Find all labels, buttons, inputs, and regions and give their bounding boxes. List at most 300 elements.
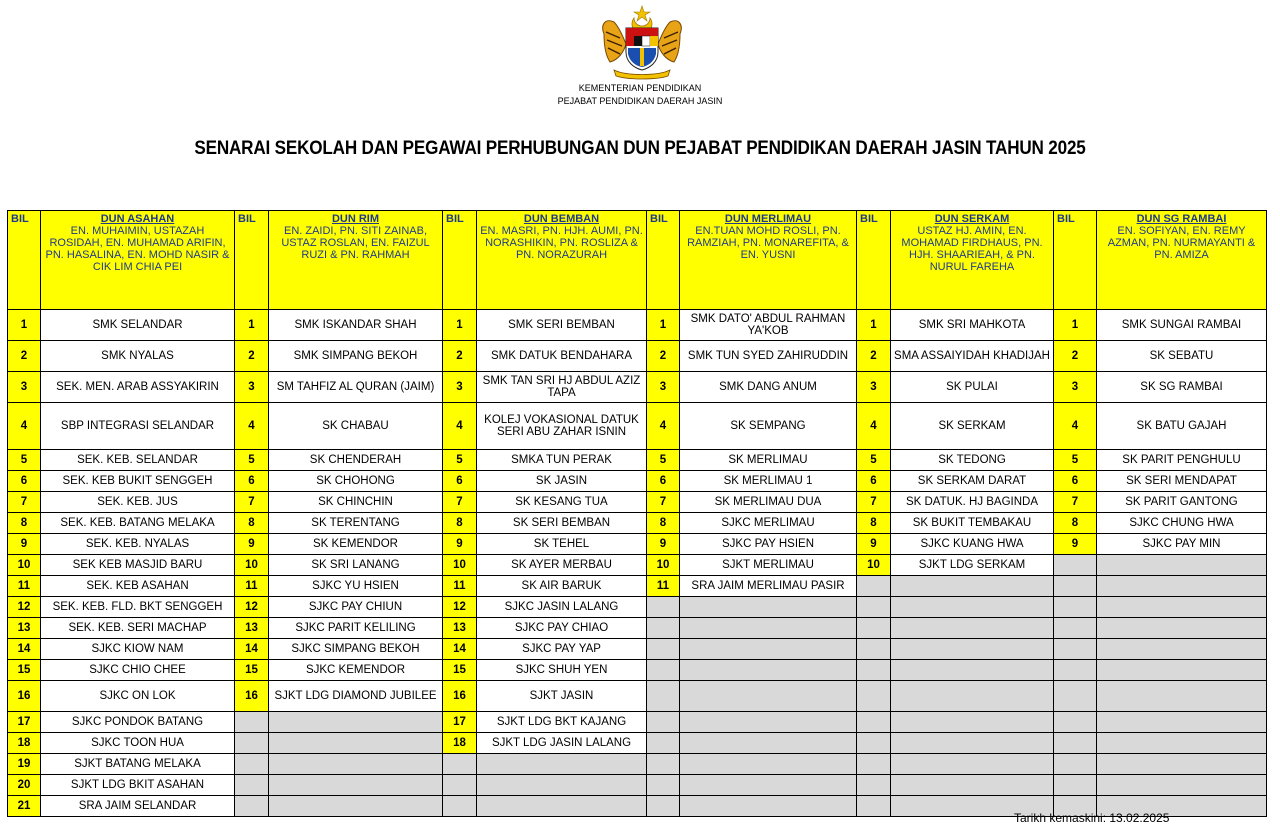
row-number: 4 bbox=[443, 403, 477, 450]
row-number: 8 bbox=[647, 513, 680, 534]
school-name: SMK DATO' ABDUL RAHMAN YA'KOB bbox=[680, 310, 857, 341]
school-name: SK SG RAMBAI bbox=[1097, 372, 1267, 403]
school-name: SK AYER MERBAU bbox=[477, 555, 647, 576]
row-number: 2 bbox=[857, 341, 891, 372]
empty-cell bbox=[857, 754, 891, 775]
empty-cell bbox=[269, 712, 443, 733]
empty-cell bbox=[857, 660, 891, 681]
row-number: 11 bbox=[8, 576, 41, 597]
row-number: 18 bbox=[8, 733, 41, 754]
dun-officers: EN. MASRI, PN. HJH. AUMI, PN. NORASHIKIN, PN. ROSLIZA & PN. NORAZURAH bbox=[480, 225, 643, 261]
empty-cell bbox=[235, 712, 269, 733]
empty-cell bbox=[1097, 681, 1267, 712]
school-name: SJKC KIOW NAM bbox=[41, 639, 235, 660]
school-name: SM TAHFIZ AL QURAN (JAIM) bbox=[269, 372, 443, 403]
row-number: 6 bbox=[8, 471, 41, 492]
row-number: 17 bbox=[8, 712, 41, 733]
empty-cell bbox=[857, 618, 891, 639]
empty-cell bbox=[1054, 681, 1097, 712]
row-number: 3 bbox=[235, 372, 269, 403]
empty-cell bbox=[857, 576, 891, 597]
empty-cell bbox=[1054, 597, 1097, 618]
table-row bbox=[8, 618, 1267, 639]
empty-cell bbox=[647, 796, 680, 817]
school-name: SMK TAN SRI HJ ABDUL AZIZ TAPA bbox=[477, 372, 647, 403]
school-name: SJKC ON LOK bbox=[41, 681, 235, 712]
school-name: SK SEBATU bbox=[1097, 341, 1267, 372]
empty-cell bbox=[891, 576, 1054, 597]
school-name: KOLEJ VOKASIONAL DATUK SERI ABU ZAHAR ISNIN bbox=[477, 403, 647, 450]
empty-cell bbox=[891, 733, 1054, 754]
row-number: 13 bbox=[235, 618, 269, 639]
school-name: SK SERKAM DARAT bbox=[891, 471, 1054, 492]
table-row bbox=[8, 639, 1267, 660]
row-number: 5 bbox=[647, 450, 680, 471]
row-number: 13 bbox=[443, 618, 477, 639]
row-number: 5 bbox=[8, 450, 41, 471]
empty-cell bbox=[647, 754, 680, 775]
row-number: 4 bbox=[1054, 403, 1097, 450]
dun-name: DUN SG RAMBAI bbox=[1136, 213, 1227, 225]
dun-name: DUN ASAHAN bbox=[100, 213, 175, 225]
dun-name: DUN SERKAM bbox=[934, 213, 1010, 225]
dun-name: DUN RIM bbox=[331, 213, 380, 225]
empty-cell bbox=[1054, 712, 1097, 733]
school-name: SEK. KEB. SERI MACHAP bbox=[41, 618, 235, 639]
empty-cell bbox=[857, 681, 891, 712]
school-name: SMK SIMPANG BEKOH bbox=[269, 341, 443, 372]
empty-cell bbox=[1054, 576, 1097, 597]
row-number: 2 bbox=[443, 341, 477, 372]
row-number: 11 bbox=[235, 576, 269, 597]
school-name: SEK. KEB ASAHAN bbox=[41, 576, 235, 597]
row-number: 1 bbox=[647, 310, 680, 341]
school-name: SJKT LDG BKT KAJANG bbox=[477, 712, 647, 733]
school-name: SJKC SIMPANG BEKOH bbox=[269, 639, 443, 660]
school-name: SK TERENTANG bbox=[269, 513, 443, 534]
empty-cell bbox=[443, 796, 477, 817]
table-row bbox=[8, 534, 1267, 555]
school-name: SK SRI LANANG bbox=[269, 555, 443, 576]
row-number: 9 bbox=[235, 534, 269, 555]
row-number: 5 bbox=[443, 450, 477, 471]
school-name: SEK. KEB BUKIT SENGGEH bbox=[41, 471, 235, 492]
school-name: SJKC SHUH YEN bbox=[477, 660, 647, 681]
office-name: PEJABAT PENDIDIKAN DAERAH JASIN bbox=[557, 96, 723, 106]
row-number: 2 bbox=[1054, 341, 1097, 372]
row-number: 16 bbox=[443, 681, 477, 712]
empty-cell bbox=[680, 754, 857, 775]
table-row bbox=[8, 471, 1267, 492]
school-table bbox=[7, 210, 1267, 817]
school-name: SMK SRI MAHKOTA bbox=[891, 310, 1054, 341]
row-number: 15 bbox=[443, 660, 477, 681]
row-number: 6 bbox=[235, 471, 269, 492]
row-number: 7 bbox=[1054, 492, 1097, 513]
empty-cell bbox=[857, 733, 891, 754]
table-row bbox=[8, 450, 1267, 471]
school-name: SK BATU GAJAH bbox=[1097, 403, 1267, 450]
empty-cell bbox=[680, 775, 857, 796]
row-number: 1 bbox=[1054, 310, 1097, 341]
school-name: SMK SERI BEMBAN bbox=[477, 310, 647, 341]
empty-cell bbox=[235, 796, 269, 817]
row-number: 8 bbox=[1054, 513, 1097, 534]
empty-cell bbox=[647, 681, 680, 712]
empty-cell bbox=[680, 618, 857, 639]
school-name: SJKC CHUNG HWA bbox=[1097, 513, 1267, 534]
empty-cell bbox=[647, 733, 680, 754]
row-number: 10 bbox=[8, 555, 41, 576]
school-name: SK SERKAM bbox=[891, 403, 1054, 450]
empty-cell bbox=[647, 775, 680, 796]
empty-cell bbox=[680, 660, 857, 681]
row-number: 18 bbox=[443, 733, 477, 754]
empty-cell bbox=[1097, 639, 1267, 660]
school-name: SK PARIT PENGHULU bbox=[1097, 450, 1267, 471]
row-number: 5 bbox=[1054, 450, 1097, 471]
school-name: SMKA TUN PERAK bbox=[477, 450, 647, 471]
table-row bbox=[8, 660, 1267, 681]
row-number: 5 bbox=[857, 450, 891, 471]
page-title: SENARAI SEKOLAH DAN PEGAWAI PERHUBUNGAN DUN PEJABAT PENDIDIKAN DAERAH JASIN TAHUN 2025 bbox=[194, 138, 1086, 159]
row-number: 3 bbox=[1054, 372, 1097, 403]
school-name: SK KESANG TUA bbox=[477, 492, 647, 513]
school-name: SJKC MERLIMAU bbox=[680, 513, 857, 534]
empty-cell bbox=[647, 618, 680, 639]
school-name: SMK ISKANDAR SHAH bbox=[269, 310, 443, 341]
table-row bbox=[8, 681, 1267, 712]
bil-header: BIL bbox=[8, 211, 41, 310]
school-name: SJKC PAY CHIUN bbox=[269, 597, 443, 618]
row-number: 2 bbox=[235, 341, 269, 372]
header-row bbox=[8, 211, 1267, 310]
empty-cell bbox=[891, 754, 1054, 775]
school-name: SK SERI BEMBAN bbox=[477, 513, 647, 534]
dun-header-rim bbox=[269, 211, 443, 310]
bil-header: BIL bbox=[857, 211, 891, 310]
row-number: 12 bbox=[443, 597, 477, 618]
school-name: SEK. MEN. ARAB ASSYAKIRIN bbox=[41, 372, 235, 403]
empty-cell bbox=[647, 712, 680, 733]
school-name: SJKC PAY MIN bbox=[1097, 534, 1267, 555]
empty-cell bbox=[235, 775, 269, 796]
empty-cell bbox=[443, 754, 477, 775]
row-number: 2 bbox=[647, 341, 680, 372]
last-updated: Tarikh kemaskini: 13.02.2025 bbox=[1014, 811, 1170, 825]
empty-cell bbox=[269, 796, 443, 817]
dun-officers: EN. SOFIYAN, EN. REMY AZMAN, PN. NURMAYANTI & PN. AMIZA bbox=[1107, 225, 1256, 261]
dun-header-bemban bbox=[477, 211, 647, 310]
row-number: 9 bbox=[1054, 534, 1097, 555]
row-number: 7 bbox=[443, 492, 477, 513]
bil-header: BIL bbox=[647, 211, 680, 310]
table-row bbox=[8, 775, 1267, 796]
row-number: 9 bbox=[443, 534, 477, 555]
table-row bbox=[8, 341, 1267, 372]
empty-cell bbox=[1097, 555, 1267, 576]
empty-cell bbox=[477, 775, 647, 796]
school-name: SJKT BATANG MELAKA bbox=[41, 754, 235, 775]
row-number: 9 bbox=[857, 534, 891, 555]
row-number: 10 bbox=[857, 555, 891, 576]
school-name: SEK KEB MASJID BARU bbox=[41, 555, 235, 576]
empty-cell bbox=[1097, 597, 1267, 618]
row-number: 20 bbox=[8, 775, 41, 796]
empty-cell bbox=[680, 712, 857, 733]
school-name: SMK SELANDAR bbox=[41, 310, 235, 341]
dun-officers: EN. MUHAIMIN, USTAZAH ROSIDAH, EN. MUHAMAD ARIFIN, PN. HASALINA, EN. MOHD NASIR & CIK LIM CHIA PEI bbox=[45, 225, 230, 273]
school-name: SMK SUNGAI RAMBAI bbox=[1097, 310, 1267, 341]
row-number: 1 bbox=[235, 310, 269, 341]
bil-header: BIL bbox=[235, 211, 269, 310]
table-row bbox=[8, 576, 1267, 597]
row-number: 4 bbox=[8, 403, 41, 450]
table-row bbox=[8, 372, 1267, 403]
school-name: SK CHINCHIN bbox=[269, 492, 443, 513]
empty-cell bbox=[235, 733, 269, 754]
empty-cell bbox=[680, 796, 857, 817]
empty-cell bbox=[857, 796, 891, 817]
school-name: SK PULAI bbox=[891, 372, 1054, 403]
school-name: SEK. KEB. JUS bbox=[41, 492, 235, 513]
empty-cell bbox=[269, 733, 443, 754]
row-number: 4 bbox=[647, 403, 680, 450]
school-name: SRA JAIM MERLIMAU PASIR bbox=[680, 576, 857, 597]
row-number: 21 bbox=[8, 796, 41, 817]
empty-cell bbox=[680, 639, 857, 660]
school-name: SJKT LDG SERKAM bbox=[891, 555, 1054, 576]
table-row bbox=[8, 513, 1267, 534]
empty-cell bbox=[891, 681, 1054, 712]
row-number: 1 bbox=[8, 310, 41, 341]
malaysia-coat-of-arms-icon bbox=[596, 4, 688, 80]
empty-cell bbox=[269, 754, 443, 775]
school-name: SK CHABAU bbox=[269, 403, 443, 450]
row-number: 4 bbox=[235, 403, 269, 450]
dun-officers: USTAZ HJ. AMIN, EN. MOHAMAD FIRDHAUS, PN. HJH. SHAARIEAH, & PN. NURUL FAREHA bbox=[901, 225, 1043, 273]
school-name: SRA JAIM SELANDAR bbox=[41, 796, 235, 817]
row-number: 5 bbox=[235, 450, 269, 471]
school-name: SEK. KEB. FLD. BKT SENGGEH bbox=[41, 597, 235, 618]
empty-cell bbox=[680, 681, 857, 712]
ministry-name: KEMENTERIAN PENDIDIKAN bbox=[578, 83, 702, 93]
empty-cell bbox=[891, 618, 1054, 639]
school-name: SJKC KEMENDOR bbox=[269, 660, 443, 681]
row-number: 12 bbox=[8, 597, 41, 618]
bil-header: BIL bbox=[1054, 211, 1097, 310]
empty-cell bbox=[891, 597, 1054, 618]
school-name: SBP INTEGRASI SELANDAR bbox=[41, 403, 235, 450]
dun-officers: EN.TUAN MOHD ROSLI, PN. RAMZIAH, PN. MONAREFITA, & EN. YUSNI bbox=[687, 225, 849, 261]
empty-cell bbox=[680, 733, 857, 754]
empty-cell bbox=[891, 660, 1054, 681]
school-name: SK CHENDERAH bbox=[269, 450, 443, 471]
school-name: SK MERLIMAU 1 bbox=[680, 471, 857, 492]
empty-cell bbox=[235, 754, 269, 775]
school-name: SK SEMPANG bbox=[680, 403, 857, 450]
school-name: SEK. KEB. BATANG MELAKA bbox=[41, 513, 235, 534]
empty-cell bbox=[1054, 775, 1097, 796]
row-number: 13 bbox=[8, 618, 41, 639]
empty-cell bbox=[1054, 733, 1097, 754]
school-name: SJKT JASIN bbox=[477, 681, 647, 712]
school-name: SK MERLIMAU bbox=[680, 450, 857, 471]
row-number: 6 bbox=[1054, 471, 1097, 492]
row-number: 7 bbox=[857, 492, 891, 513]
school-name: SJKC TOON HUA bbox=[41, 733, 235, 754]
empty-cell bbox=[647, 639, 680, 660]
row-number: 3 bbox=[647, 372, 680, 403]
school-name: SK PARIT GANTONG bbox=[1097, 492, 1267, 513]
school-name: SK CHOHONG bbox=[269, 471, 443, 492]
empty-cell bbox=[1097, 712, 1267, 733]
empty-cell bbox=[857, 775, 891, 796]
dun-name: DUN BEMBAN bbox=[523, 213, 600, 225]
empty-cell bbox=[680, 597, 857, 618]
row-number: 7 bbox=[647, 492, 680, 513]
row-number: 12 bbox=[235, 597, 269, 618]
school-name: SK MERLIMAU DUA bbox=[680, 492, 857, 513]
empty-cell bbox=[1097, 618, 1267, 639]
school-name: SJKT MERLIMAU bbox=[680, 555, 857, 576]
row-number: 6 bbox=[857, 471, 891, 492]
empty-cell bbox=[857, 712, 891, 733]
school-name: SMK DANG ANUM bbox=[680, 372, 857, 403]
row-number: 8 bbox=[235, 513, 269, 534]
row-number: 8 bbox=[8, 513, 41, 534]
empty-cell bbox=[1097, 576, 1267, 597]
school-name: SJKT LDG JASIN LALANG bbox=[477, 733, 647, 754]
row-number: 1 bbox=[443, 310, 477, 341]
bil-header: BIL bbox=[443, 211, 477, 310]
empty-cell bbox=[1054, 660, 1097, 681]
empty-cell bbox=[269, 775, 443, 796]
empty-cell bbox=[1054, 618, 1097, 639]
school-name: SJKT LDG BKIT ASAHAN bbox=[41, 775, 235, 796]
row-number: 15 bbox=[235, 660, 269, 681]
school-name: SJKC CHIO CHEE bbox=[41, 660, 235, 681]
row-number: 7 bbox=[8, 492, 41, 513]
school-name: SJKC YU HSIEN bbox=[269, 576, 443, 597]
school-name: SJKC PAY YAP bbox=[477, 639, 647, 660]
empty-cell bbox=[1097, 733, 1267, 754]
row-number: 1 bbox=[857, 310, 891, 341]
table-row bbox=[8, 712, 1267, 733]
table-row bbox=[8, 492, 1267, 513]
row-number: 6 bbox=[443, 471, 477, 492]
row-number: 7 bbox=[235, 492, 269, 513]
empty-cell bbox=[443, 775, 477, 796]
empty-cell bbox=[891, 775, 1054, 796]
table-row bbox=[8, 403, 1267, 450]
school-name: SJKC PARIT KELILING bbox=[269, 618, 443, 639]
school-name: SMK NYALAS bbox=[41, 341, 235, 372]
row-number: 10 bbox=[235, 555, 269, 576]
table-row bbox=[8, 754, 1267, 775]
table-row bbox=[8, 555, 1267, 576]
empty-cell bbox=[857, 597, 891, 618]
row-number: 14 bbox=[443, 639, 477, 660]
row-number: 4 bbox=[857, 403, 891, 450]
row-number: 16 bbox=[8, 681, 41, 712]
dun-officers: EN. ZAIDI, PN. SITI ZAINAB, USTAZ ROSLAN, EN. FAIZUL RUZI & PN. RAHMAH bbox=[281, 225, 430, 261]
empty-cell bbox=[1097, 775, 1267, 796]
dun-header-asahan bbox=[41, 211, 235, 310]
dun-header-sg-rambai bbox=[1097, 211, 1267, 310]
school-name: SJKC JASIN LALANG bbox=[477, 597, 647, 618]
school-name: SK SERI MENDAPAT bbox=[1097, 471, 1267, 492]
empty-cell bbox=[891, 639, 1054, 660]
empty-cell bbox=[1097, 754, 1267, 775]
school-name: SEK. KEB. NYALAS bbox=[41, 534, 235, 555]
row-number: 8 bbox=[443, 513, 477, 534]
table-row bbox=[8, 733, 1267, 754]
row-number: 11 bbox=[647, 576, 680, 597]
empty-cell bbox=[857, 639, 891, 660]
school-name: SK TEHEL bbox=[477, 534, 647, 555]
school-name: SK DATUK. HJ BAGINDA bbox=[891, 492, 1054, 513]
row-number: 2 bbox=[8, 341, 41, 372]
school-name: SK KEMENDOR bbox=[269, 534, 443, 555]
row-number: 19 bbox=[8, 754, 41, 775]
row-number: 3 bbox=[443, 372, 477, 403]
school-name: SEK. KEB. SELANDAR bbox=[41, 450, 235, 471]
empty-cell bbox=[477, 754, 647, 775]
row-number: 9 bbox=[8, 534, 41, 555]
school-name: SJKC PAY CHIAO bbox=[477, 618, 647, 639]
empty-cell bbox=[1054, 754, 1097, 775]
empty-cell bbox=[477, 796, 647, 817]
school-name: SMK TUN SYED ZAHIRUDDIN bbox=[680, 341, 857, 372]
school-name: SJKC PAY HSIEN bbox=[680, 534, 857, 555]
empty-cell bbox=[1097, 660, 1267, 681]
empty-cell bbox=[891, 712, 1054, 733]
empty-cell bbox=[1054, 639, 1097, 660]
school-name: SMA ASSAIYIDAH KHADIJAH bbox=[891, 341, 1054, 372]
school-name: SK TEDONG bbox=[891, 450, 1054, 471]
empty-cell bbox=[1054, 555, 1097, 576]
school-name: SJKC PONDOK BATANG bbox=[41, 712, 235, 733]
dun-header-merlimau bbox=[680, 211, 857, 310]
row-number: 14 bbox=[235, 639, 269, 660]
row-number: 3 bbox=[857, 372, 891, 403]
row-number: 11 bbox=[443, 576, 477, 597]
row-number: 3 bbox=[8, 372, 41, 403]
school-name: SMK DATUK BENDAHARA bbox=[477, 341, 647, 372]
school-name: SK AIR BARUK bbox=[477, 576, 647, 597]
row-number: 10 bbox=[647, 555, 680, 576]
empty-cell bbox=[647, 597, 680, 618]
empty-cell bbox=[647, 660, 680, 681]
school-name: SJKT LDG DIAMOND JUBILEE bbox=[269, 681, 443, 712]
dun-header-serkam bbox=[891, 211, 1054, 310]
dun-name: DUN MERLIMAU bbox=[724, 213, 812, 225]
school-name: SK BUKIT TEMBAKAU bbox=[891, 513, 1054, 534]
school-name: SJKC KUANG HWA bbox=[891, 534, 1054, 555]
row-number: 6 bbox=[647, 471, 680, 492]
school-name: SK JASIN bbox=[477, 471, 647, 492]
row-number: 14 bbox=[8, 639, 41, 660]
row-number: 10 bbox=[443, 555, 477, 576]
row-number: 8 bbox=[857, 513, 891, 534]
row-number: 16 bbox=[235, 681, 269, 712]
row-number: 17 bbox=[443, 712, 477, 733]
row-number: 15 bbox=[8, 660, 41, 681]
table-row bbox=[8, 597, 1267, 618]
row-number: 9 bbox=[647, 534, 680, 555]
table-row bbox=[8, 310, 1267, 341]
